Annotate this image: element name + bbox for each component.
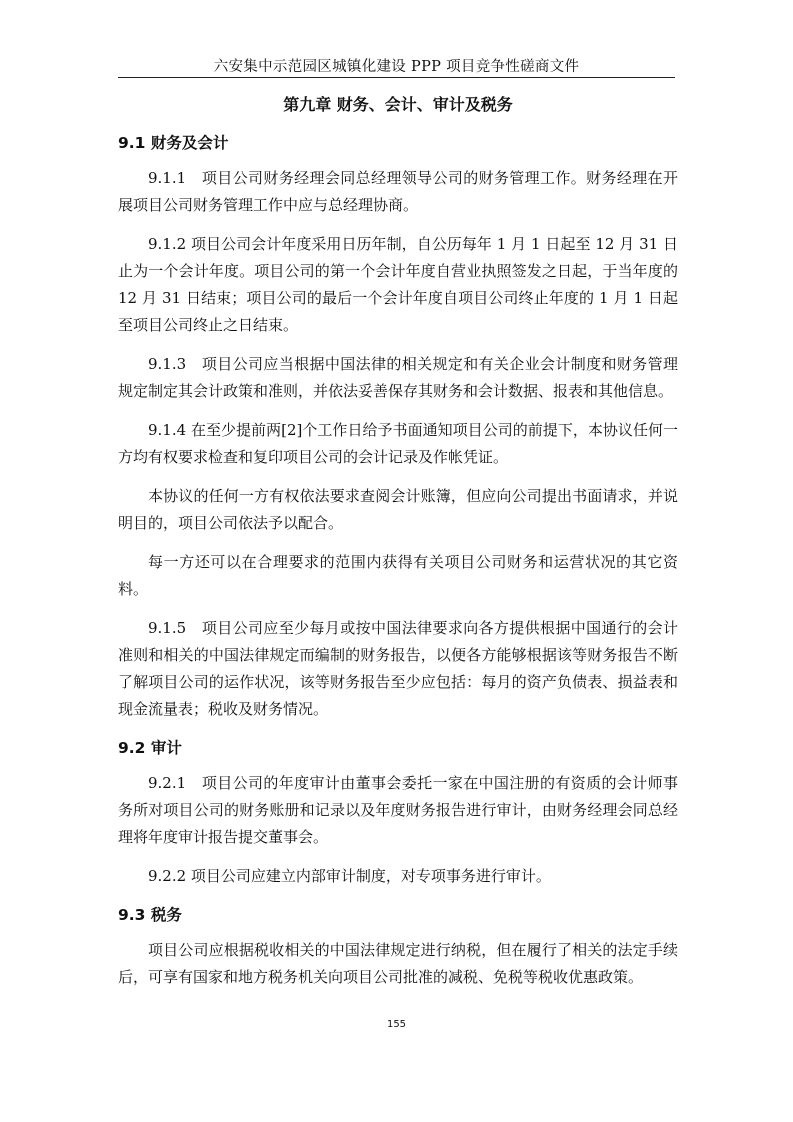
header-rule: [118, 77, 675, 78]
paragraph-9-1-4-info: 每一方还可以在合理要求的范围内获得有关项目公司财务和运营状况的其它资料。: [118, 553, 678, 598]
paragraph-9-1-3: 9.1.3 项目公司应当根据中国法律的相关规定和有关企业会计制度和财务管理规定制定其会计政策和准则，并依法妥善保存其财务和会计数据、报表和其他信息。: [118, 355, 678, 400]
paragraph-9-1-4: 9.1.4 在至少提前两[2]个工作日给予书面通知项目公司的前提下，本协议任何一方均有权要求检查和复印项目公司的会计记录及作帐凭证。: [118, 421, 678, 466]
paragraph-9-1-5: 9.1.5 项目公司应至少每月或按中国法律要求向各方提供根据中国通行的会计准则和相关的中国法律规定而编制的财务报告，以便各方能够根据该等财务报告不断了解项目公司的运作状况，该等财务报告至少应包括：每月的资产负债表、损益表和现金流量表；税收及财务情况。: [118, 619, 678, 718]
paragraph-9-1-4-access: 本协议的任何一方有权依法要求查阅会计账簿，但应向公司提出书面请求，并说明目的，项目公司依法予以配合。: [118, 487, 678, 532]
paragraph-9-2-1: 9.2.1 项目公司的年度审计由董事会委托一家在中国注册的有资质的会计师事务所对项目公司的财务账册和记录以及年度财务报告进行审计，由财务经理会同总经理将年度审计报告提交董事会。: [118, 774, 678, 846]
chapter-title: 第九章 财务、会计、审计及税务: [283, 95, 513, 114]
paragraph-9-3: 项目公司应根据税收相关的中国法律规定进行纳税，但在履行了相关的法定手续后，可享有国家和地方税务机关向项目公司批准的减税、免税等税收优惠政策。: [118, 941, 678, 986]
paragraph-9-1-1: 9.1.1 项目公司财务经理会同总经理领导公司的财务管理工作。财务经理在开展项目公司财务管理工作中应与总经理协商。: [118, 169, 678, 214]
section-heading-9-1: 9.1 财务及会计: [118, 134, 229, 152]
running-header: 六安集中示范园区城镇化建设 PPP 项目竞争性磋商文件: [213, 59, 580, 75]
section-heading-9-3: 9.3 税务: [118, 906, 182, 924]
paragraph-9-1-2: 9.1.2 项目公司会计年度采用日历年制，自公历每年 1 月 1 日起至 12 月 31 日止为一个会计年度。项目公司的第一个会计年度自营业执照签发之日起，于当年度的 12 月 31 日结束；项目公司的最后一个会计年度自项目公司终止年度的 1 月 1 日起至项目公司终止之日结束。: [118, 235, 678, 334]
document-body: [118, 92, 678, 1003]
paragraph-9-2-2: 9.2.2 项目公司应建立内部审计制度，对专项事务进行审计。: [148, 867, 551, 885]
section-heading-9-2: 9.2 审计: [118, 739, 182, 757]
page-number: 155: [386, 1019, 407, 1030]
